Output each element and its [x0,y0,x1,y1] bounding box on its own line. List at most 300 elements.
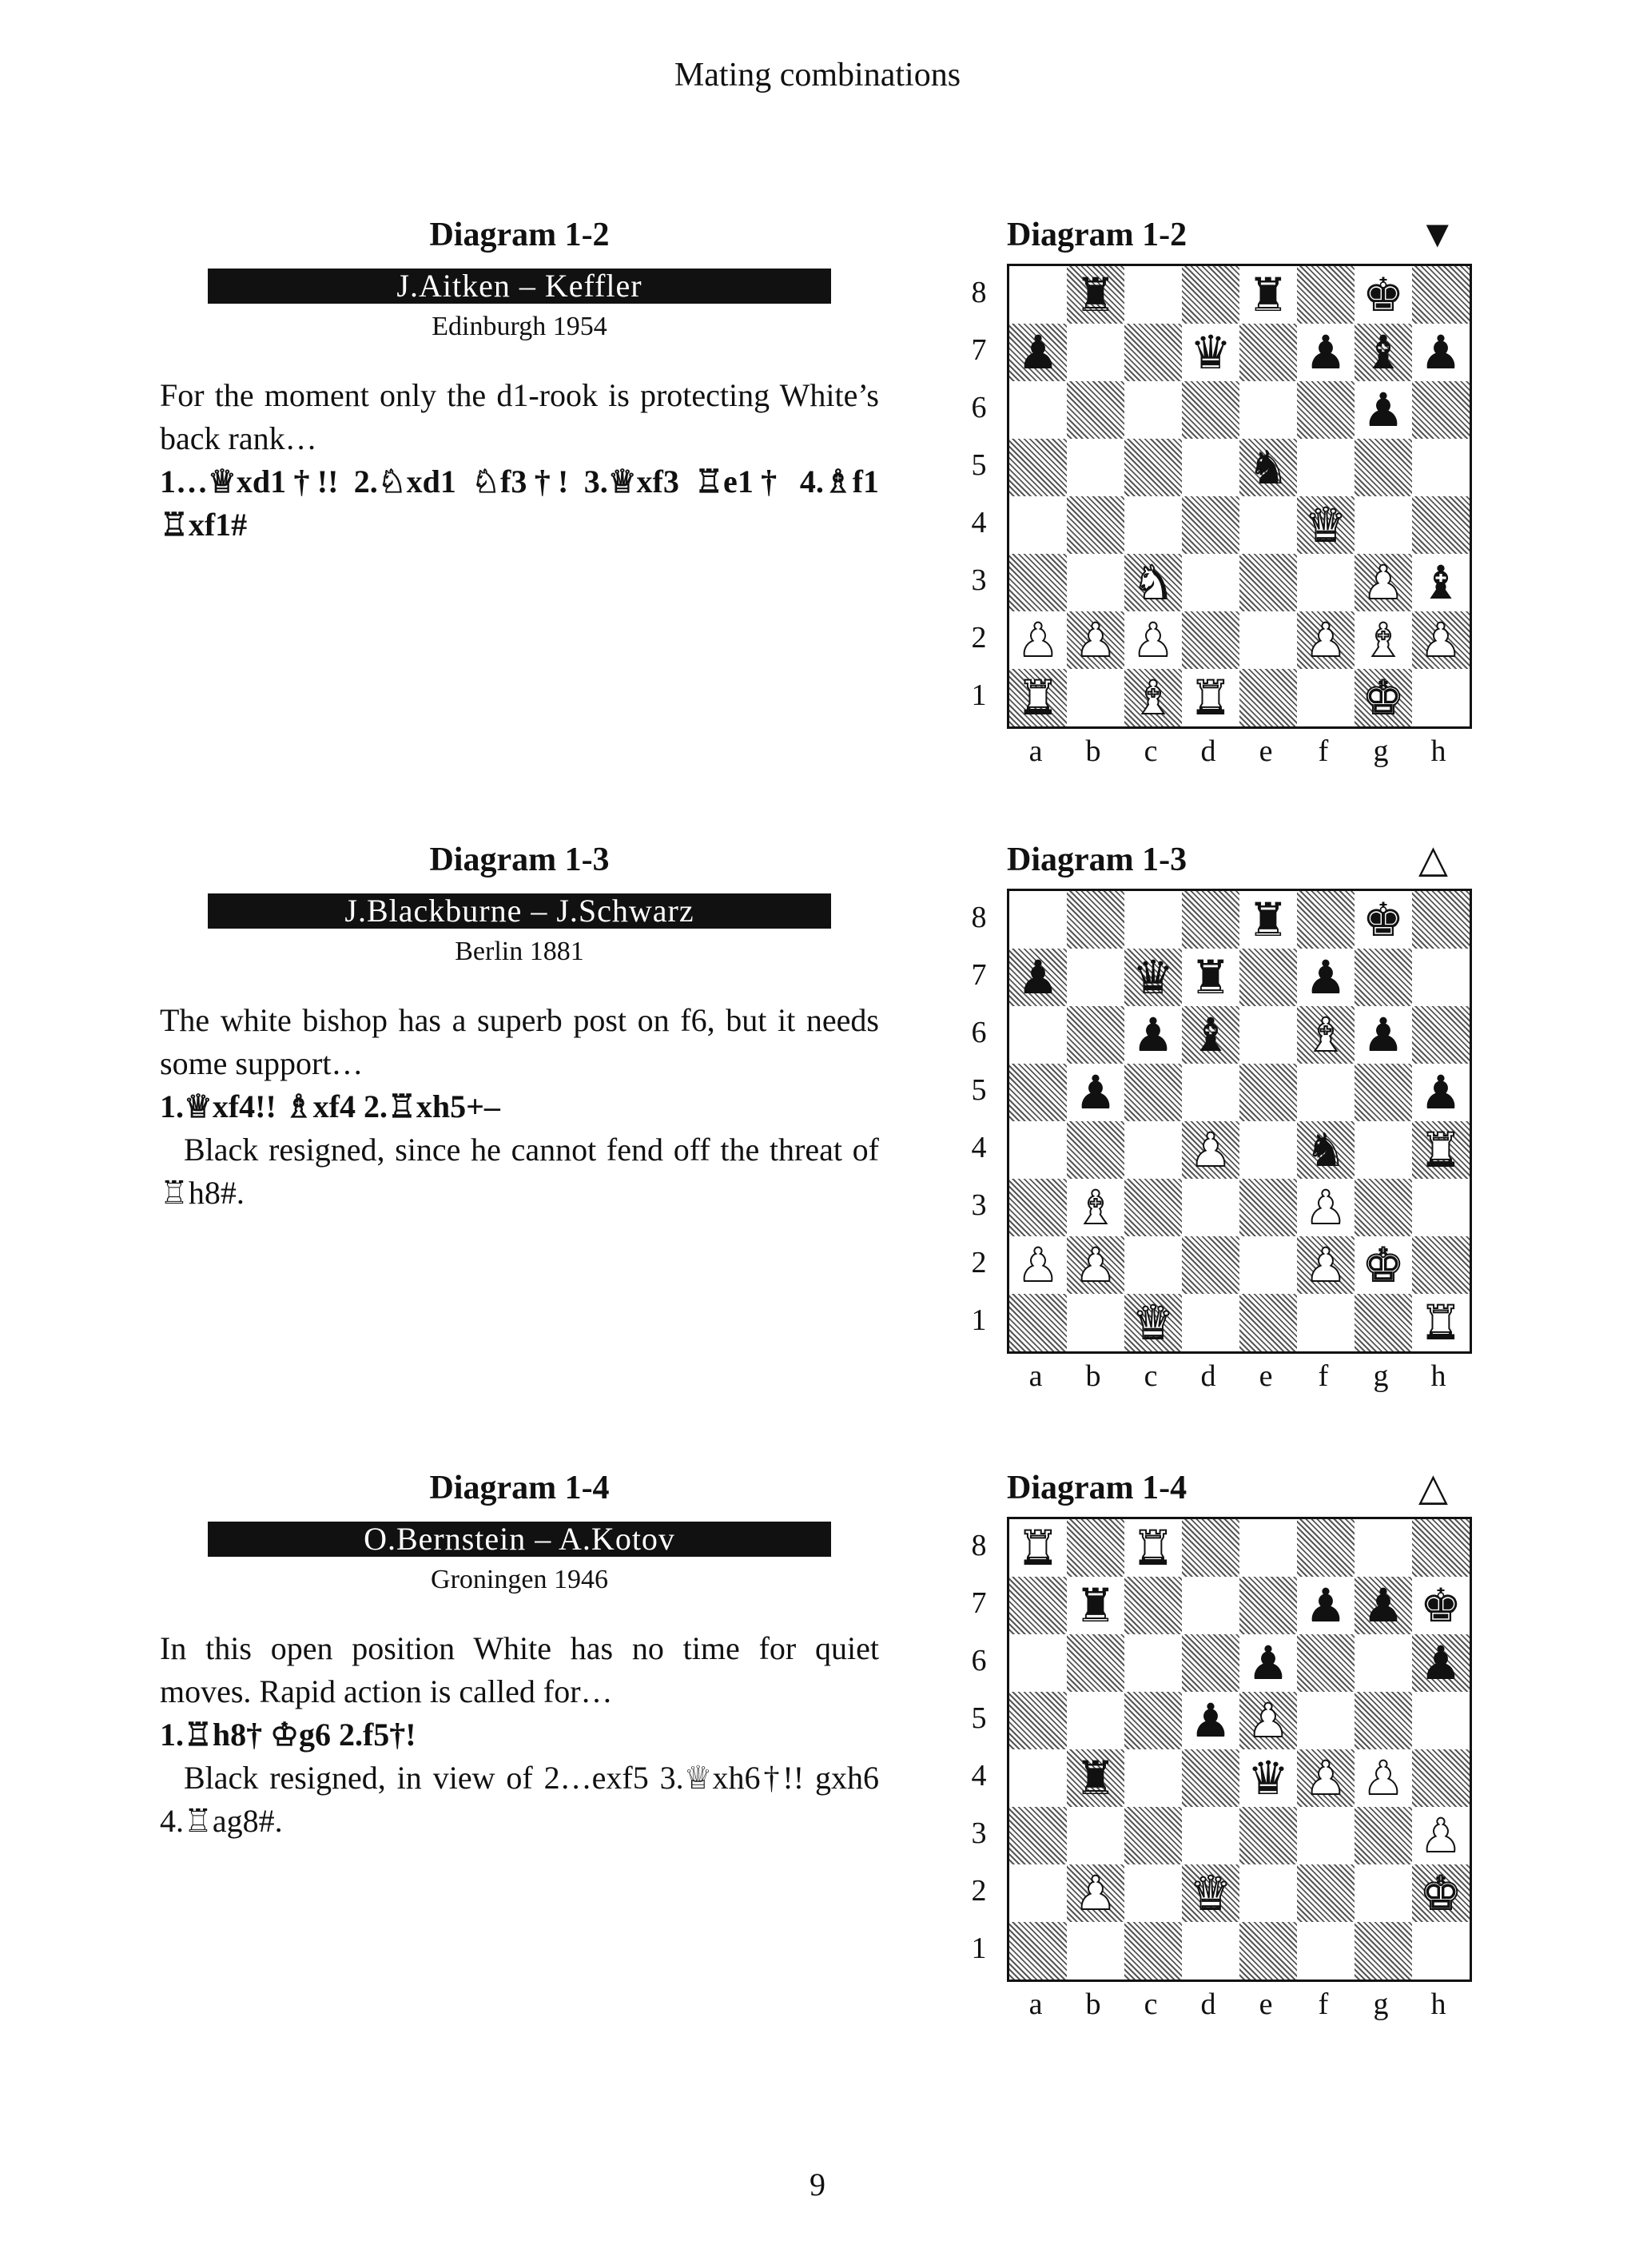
white-pawn-icon: ♟ [1305,1180,1347,1235]
rank-label: 5 [971,448,987,482]
square-d7 [1182,324,1239,381]
file-labels [1007,1359,1472,1394]
square-d1 [1182,669,1239,726]
square-e7 [1239,324,1297,381]
square-h8 [1412,1519,1470,1577]
square-g7 [1355,949,1412,1006]
black-pawn-icon: ♟ [1362,1578,1404,1633]
square-h1 [1412,1922,1470,1980]
square-b7 [1067,324,1124,381]
white-bishop-icon: ♝ [1075,1180,1116,1235]
board-title: Diagram 1-3 [1007,842,1187,878]
square-h5 [1412,1064,1470,1121]
square-g4 [1355,496,1412,554]
square-b1 [1067,1294,1124,1351]
white-pawn-icon: ♟ [1075,613,1116,667]
file-label: e [1259,1987,1273,2021]
file-label: d [1200,734,1216,768]
square-c5 [1124,1692,1182,1749]
square-d8 [1182,1519,1239,1577]
file-label: g [1373,1359,1389,1393]
square-a6 [1009,1006,1067,1064]
rank-label: 3 [971,1188,987,1222]
white-pawn-icon: ♟ [1305,613,1347,667]
venue: Groningen 1946 [431,1565,608,1594]
square-g1 [1355,669,1412,726]
chess-board [1007,1517,1472,1982]
rank-label: 5 [971,1073,987,1107]
square-e2 [1239,1236,1297,1294]
game-text [160,1469,879,1843]
square-b6 [1067,1634,1124,1692]
square-a5 [1009,1692,1067,1749]
chess-board [1007,889,1472,1354]
square-a1 [1009,1922,1067,1980]
black-pawn-icon: ♟ [1305,950,1347,1005]
square-c4 [1124,496,1182,554]
diagram-label: Diagram 1-3 [429,842,610,878]
square-f4 [1297,1121,1355,1179]
square-d2 [1182,611,1239,669]
file-labels [1007,734,1472,769]
square-e1 [1239,1294,1297,1351]
square-h6 [1412,1634,1470,1692]
square-h5 [1412,439,1470,496]
square-h4 [1412,1749,1470,1807]
white-pawn-icon: ♟ [1420,1808,1462,1863]
square-c1 [1124,1922,1182,1980]
file-label: g [1373,734,1389,768]
white-queen-icon: ♛ [1305,498,1347,552]
black-pawn-icon: ♟ [1305,1578,1347,1633]
rank-label: 6 [971,391,987,424]
rank-label: 3 [971,1816,987,1850]
file-label: b [1085,1987,1101,2021]
square-g3 [1355,554,1412,611]
white-rook-icon: ♜ [1132,1521,1174,1575]
running-head: Mating combinations [674,57,961,94]
square-b7 [1067,949,1124,1006]
white-pawn-icon: ♟ [1420,613,1462,667]
square-b5 [1067,1064,1124,1121]
square-h3 [1412,1807,1470,1864]
square-c4 [1124,1749,1182,1807]
players-banner: J.Aitken – Keffler [208,269,831,304]
square-a7 [1009,1577,1067,1634]
commentary [160,999,879,1215]
black-rook-icon: ♜ [1247,268,1289,322]
black-pawn-icon: ♟ [1420,1065,1462,1120]
square-f7 [1297,949,1355,1006]
rank-label: 4 [971,506,987,539]
square-g3 [1355,1807,1412,1864]
square-c7 [1124,1577,1182,1634]
square-h5 [1412,1692,1470,1749]
white-to-move-icon: △ [1418,838,1448,881]
square-f5 [1297,1064,1355,1121]
square-f5 [1297,439,1355,496]
rank-label: 5 [971,1701,987,1735]
square-f2 [1297,611,1355,669]
square-c8 [1124,1519,1182,1577]
square-g6 [1355,381,1412,439]
black-pawn-icon: ♟ [1190,1693,1231,1748]
white-king-icon: ♚ [1420,1866,1462,1920]
square-d6 [1182,1006,1239,1064]
rank-label: 1 [971,1303,987,1337]
square-c6 [1124,1634,1182,1692]
square-b2 [1067,1236,1124,1294]
diagram-label: Diagram 1-4 [429,1470,610,1506]
board-title: Diagram 1-4 [1007,1470,1187,1506]
black-pawn-icon: ♟ [1420,325,1462,380]
file-label: a [1028,734,1043,768]
file-label: c [1144,734,1158,768]
square-a6 [1009,1634,1067,1692]
square-g5 [1355,439,1412,496]
players-banner: O.Bernstein – A.Kotov [208,1522,831,1557]
square-a8 [1009,891,1067,949]
rank-label: 4 [971,1131,987,1164]
square-b8 [1067,266,1124,324]
square-d1 [1182,1294,1239,1351]
black-king-icon: ♚ [1362,893,1404,947]
square-e7 [1239,949,1297,1006]
black-pawn-icon: ♟ [1305,325,1347,380]
move-sequence: 1.♖h8† ♔g6 2.f5†! [160,1717,416,1753]
square-h6 [1412,381,1470,439]
square-a7 [1009,949,1067,1006]
white-pawn-icon: ♟ [1075,1866,1116,1920]
black-knight-icon: ♞ [1247,440,1289,495]
square-c5 [1124,439,1182,496]
black-rook-icon: ♜ [1247,893,1289,947]
square-b5 [1067,439,1124,496]
white-king-icon: ♚ [1362,670,1404,725]
square-g1 [1355,1294,1412,1351]
square-a1 [1009,1294,1067,1351]
square-a7 [1009,324,1067,381]
white-pawn-icon: ♟ [1132,613,1174,667]
square-b3 [1067,1179,1124,1236]
game-text [160,841,879,1215]
black-knight-icon: ♞ [1305,1123,1347,1177]
square-e8 [1239,891,1297,949]
square-a2 [1009,1864,1067,1922]
black-rook-icon: ♜ [1190,950,1231,1005]
square-e3 [1239,554,1297,611]
file-label: f [1318,734,1329,768]
black-pawn-icon: ♟ [1075,1065,1116,1120]
square-h1 [1412,669,1470,726]
commentary-paragraph: For the moment only the d1-rook is protecting White’s back rank… [160,377,879,456]
move-sequence: 1.♕xf4!! ♗xf4 2.♖xh5+– [160,1088,500,1124]
venue: Berlin 1881 [455,937,584,966]
black-rook-icon: ♜ [1075,1578,1116,1633]
square-a1 [1009,669,1067,726]
square-e8 [1239,1519,1297,1577]
square-c3 [1124,1807,1182,1864]
white-pawn-icon: ♟ [1190,1123,1231,1177]
square-a5 [1009,1064,1067,1121]
white-rook-icon: ♜ [1017,670,1059,725]
square-h6 [1412,1006,1470,1064]
white-bishop-icon: ♝ [1132,670,1174,725]
white-knight-icon: ♞ [1132,555,1174,610]
black-pawn-icon: ♟ [1247,1636,1289,1690]
black-pawn-icon: ♟ [1017,950,1059,1005]
rank-label: 1 [971,678,987,712]
square-b3 [1067,554,1124,611]
square-b4 [1067,1121,1124,1179]
square-c2 [1124,1864,1182,1922]
square-b4 [1067,496,1124,554]
file-label: b [1085,734,1101,768]
white-bishop-icon: ♝ [1362,613,1404,667]
square-g2 [1355,1236,1412,1294]
square-d5 [1182,1692,1239,1749]
white-to-move-icon: △ [1418,1466,1448,1509]
rank-label: 4 [971,1759,987,1793]
white-rook-icon: ♜ [1420,1295,1462,1350]
square-h1 [1412,1294,1470,1351]
square-g8 [1355,1519,1412,1577]
file-label: b [1085,1359,1101,1393]
square-f1 [1297,1294,1355,1351]
rank-label: 2 [971,1246,987,1279]
white-pawn-icon: ♟ [1362,555,1404,610]
square-c1 [1124,1294,1182,1351]
square-a4 [1009,1121,1067,1179]
white-queen-icon: ♛ [1190,1866,1231,1920]
square-f6 [1297,1006,1355,1064]
square-a8 [1009,266,1067,324]
black-rook-icon: ♜ [1075,1751,1116,1805]
square-h7 [1412,324,1470,381]
square-b7 [1067,1577,1124,1634]
rank-label: 7 [971,958,987,992]
white-rook-icon: ♜ [1420,1123,1462,1177]
square-d1 [1182,1922,1239,1980]
square-h4 [1412,1121,1470,1179]
black-pawn-icon: ♟ [1132,1008,1174,1062]
square-h2 [1412,1236,1470,1294]
black-pawn-icon: ♟ [1362,383,1404,437]
square-d4 [1182,1749,1239,1807]
square-c7 [1124,949,1182,1006]
square-e6 [1239,381,1297,439]
square-c4 [1124,1121,1182,1179]
square-d2 [1182,1236,1239,1294]
rank-label: 6 [971,1644,987,1677]
square-g1 [1355,1922,1412,1980]
square-g2 [1355,1864,1412,1922]
square-b2 [1067,611,1124,669]
square-f3 [1297,1179,1355,1236]
white-pawn-icon: ♟ [1305,1238,1347,1292]
square-c6 [1124,381,1182,439]
white-pawn-icon: ♟ [1247,1693,1289,1748]
square-d5 [1182,439,1239,496]
rank-label: 7 [971,333,987,367]
square-d3 [1182,554,1239,611]
black-queen-icon: ♛ [1190,325,1231,380]
square-f4 [1297,1749,1355,1807]
square-d6 [1182,1634,1239,1692]
square-g4 [1355,1121,1412,1179]
chess-board [1007,264,1472,729]
square-b8 [1067,1519,1124,1577]
black-bishop-icon: ♝ [1362,325,1404,380]
square-e1 [1239,1922,1297,1980]
square-f8 [1297,891,1355,949]
square-f6 [1297,1634,1355,1692]
square-h8 [1412,266,1470,324]
square-d8 [1182,266,1239,324]
file-label: f [1318,1987,1329,2021]
game-text [160,216,879,547]
square-a3 [1009,1179,1067,1236]
rank-labels [963,889,995,1349]
square-c8 [1124,891,1182,949]
black-queen-icon: ♛ [1247,1751,1289,1805]
white-queen-icon: ♛ [1132,1295,1174,1350]
file-label: a [1028,1987,1043,2021]
rank-label: 6 [971,1016,987,1049]
move-sequence: 1…♕xd1†!! 2.♘xd1 ♘f3†! 3.♕xf3 ♖e1† 4.♗f1 ♖xf1# [160,464,879,543]
file-label: f [1318,1359,1329,1393]
file-label: h [1430,1359,1446,1393]
square-g8 [1355,266,1412,324]
black-to-move-icon: ▼ [1418,213,1457,256]
rank-label: 3 [971,563,987,597]
file-label: c [1144,1987,1158,2021]
white-bishop-icon: ♝ [1305,1008,1347,1062]
white-pawn-icon: ♟ [1017,1238,1059,1292]
square-e8 [1239,266,1297,324]
square-e3 [1239,1807,1297,1864]
black-queen-icon: ♛ [1132,950,1174,1005]
file-label: c [1144,1359,1158,1393]
square-g3 [1355,1179,1412,1236]
square-b1 [1067,669,1124,726]
square-f7 [1297,1577,1355,1634]
board-title: Diagram 1-2 [1007,217,1187,253]
file-label: e [1259,734,1273,768]
square-f7 [1297,324,1355,381]
square-b8 [1067,891,1124,949]
rank-label: 8 [971,1529,987,1562]
square-e6 [1239,1634,1297,1692]
square-f1 [1297,1922,1355,1980]
square-d2 [1182,1864,1239,1922]
square-f5 [1297,1692,1355,1749]
white-king-icon: ♚ [1362,1238,1404,1292]
commentary-paragraph: Black resigned, since he cannot fend off the threat of ♖h8#. [160,1132,879,1211]
square-d5 [1182,1064,1239,1121]
square-h3 [1412,554,1470,611]
square-f8 [1297,1519,1355,1577]
square-e2 [1239,611,1297,669]
square-d8 [1182,891,1239,949]
square-g5 [1355,1692,1412,1749]
commentary [160,1627,879,1843]
white-pawn-icon: ♟ [1017,613,1059,667]
square-a2 [1009,611,1067,669]
square-h7 [1412,949,1470,1006]
file-label: h [1430,1987,1446,2021]
commentary-paragraph: The white bishop has a superb post on f6, but it needs some support… [160,1002,879,1081]
square-g4 [1355,1749,1412,1807]
square-d6 [1182,381,1239,439]
square-c6 [1124,1006,1182,1064]
players-banner: J.Blackburne – J.Schwarz [208,893,831,929]
square-b3 [1067,1807,1124,1864]
square-e1 [1239,669,1297,726]
square-d7 [1182,1577,1239,1634]
square-e7 [1239,1577,1297,1634]
square-g7 [1355,324,1412,381]
white-pawn-icon: ♟ [1362,1751,1404,1805]
square-a6 [1009,381,1067,439]
square-f6 [1297,381,1355,439]
square-b1 [1067,1922,1124,1980]
square-a4 [1009,496,1067,554]
square-f8 [1297,266,1355,324]
file-label: a [1028,1359,1043,1393]
white-rook-icon: ♜ [1017,1521,1059,1575]
file-label: e [1259,1359,1273,1393]
square-c5 [1124,1064,1182,1121]
rank-label: 7 [971,1586,987,1620]
rank-label: 2 [971,621,987,655]
square-d3 [1182,1179,1239,1236]
square-c2 [1124,1236,1182,1294]
square-c2 [1124,611,1182,669]
white-pawn-icon: ♟ [1075,1238,1116,1292]
black-pawn-icon: ♟ [1017,325,1059,380]
rank-label: 8 [971,276,987,309]
square-c1 [1124,669,1182,726]
square-a3 [1009,554,1067,611]
venue: Edinburgh 1954 [432,312,607,341]
square-c8 [1124,266,1182,324]
square-d4 [1182,1121,1239,1179]
square-f2 [1297,1864,1355,1922]
file-labels [1007,1987,1472,2022]
black-king-icon: ♚ [1420,1578,1462,1633]
square-c3 [1124,554,1182,611]
square-e5 [1239,439,1297,496]
black-bishop-icon: ♝ [1190,1008,1231,1062]
square-e2 [1239,1864,1297,1922]
black-king-icon: ♚ [1362,268,1404,322]
square-c7 [1124,324,1182,381]
square-e4 [1239,1121,1297,1179]
square-h2 [1412,611,1470,669]
black-pawn-icon: ♟ [1420,1636,1462,1690]
square-a5 [1009,439,1067,496]
square-h7 [1412,1577,1470,1634]
white-rook-icon: ♜ [1190,670,1231,725]
square-f3 [1297,554,1355,611]
square-b6 [1067,381,1124,439]
white-pawn-icon: ♟ [1305,1751,1347,1805]
commentary-paragraph: Black resigned, in view of 2…exf5 3.♕xh6†!! gxh6 4.♖ag8#. [160,1760,879,1839]
square-f4 [1297,496,1355,554]
square-h4 [1412,496,1470,554]
rank-label: 1 [971,1932,987,1965]
